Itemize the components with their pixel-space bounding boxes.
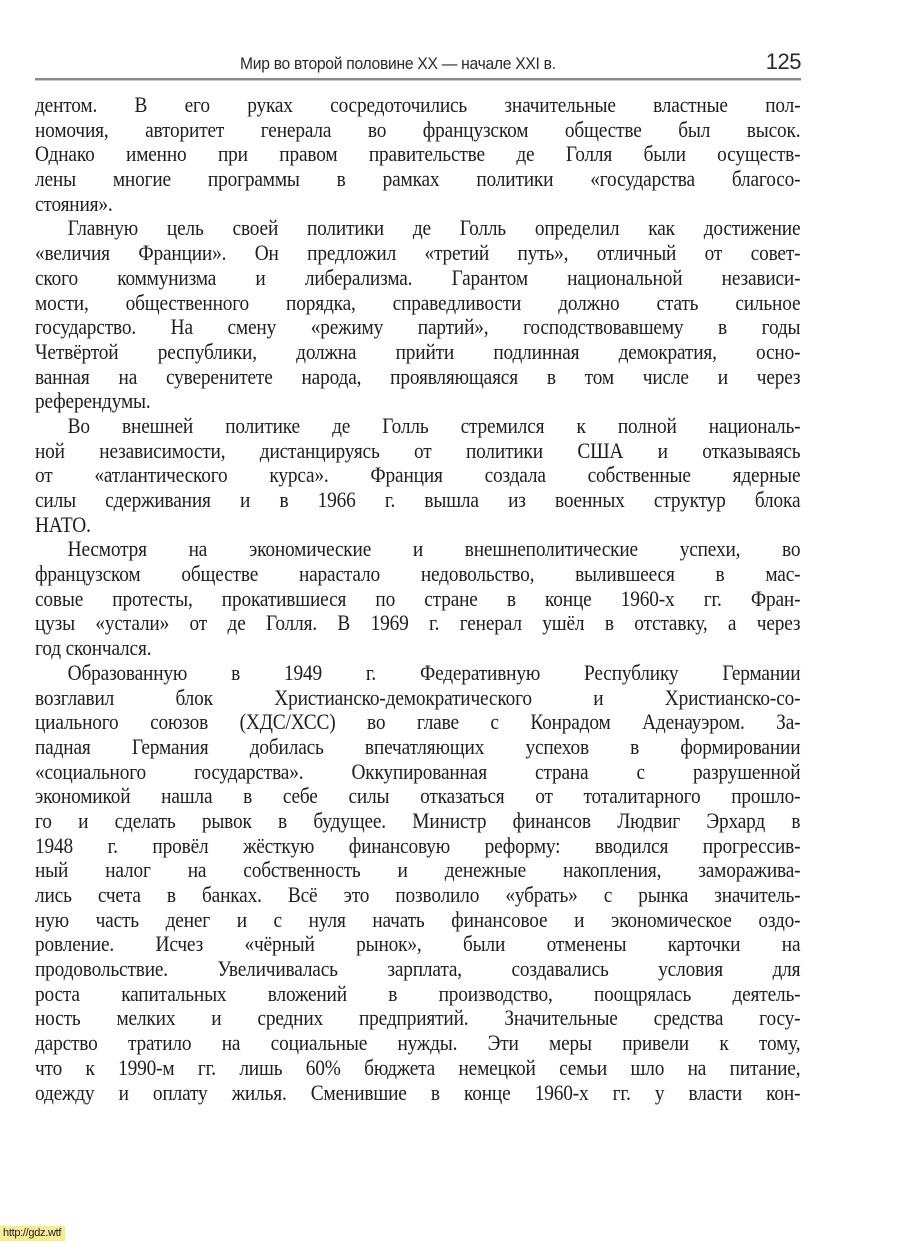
text-line: Во внешней политике де Голль стремился к полной националь- (67, 412, 801, 438)
text-line: номочия, авторитет генерала во французском обществе был высок. (35, 116, 801, 142)
running-header (35, 48, 801, 78)
text-line: лись счета в банках. Всё это позволило «убрать» с рынка значитель- (35, 882, 801, 907)
text-line: от «атлантического курса». Франция создала собственные ядерные (35, 462, 801, 488)
text-line: силы сдерживания и в 1966 г. вышла из военных структур блока (35, 487, 801, 512)
running-title: Мир во второй половине XX — начале XXI в. (240, 54, 556, 73)
text-line: совые протесты, прокатившиеся по стране в конце 1960-х гг. Фран- (35, 585, 801, 611)
text-line: дарство тратило на социальные нужды. Эти меры привели к тому, (35, 1030, 801, 1056)
text-line: Образованную в 1949 г. Федеративную Республику Германии (67, 659, 801, 685)
text-line: государство. На смену «режиму партий», господствовавшему в годы (35, 314, 801, 340)
paragraph (35, 537, 801, 660)
text-line: что к 1990-м гг. лишь 60% бюджета немецкой семьи шло на питание, (35, 1054, 801, 1080)
text-line: ный налог на собственность и денежные накопления, заморажива- (35, 857, 801, 883)
text-line: ной независимости, дистанцируясь от политики США и отказываясь (35, 437, 801, 463)
text-line: «социального государства». Оккупированная страна с разрушенной (35, 758, 801, 784)
text-line: «величия Франции». Он предложил «третий путь», отличный от совет- (35, 240, 801, 266)
text-line: стояния». (35, 190, 113, 216)
paragraph (35, 93, 801, 216)
text-line: дентом. В его руках сосредоточились значительные властные пол- (35, 92, 801, 117)
text-line: экономикой нашла в себе силы отказаться от тоталитарного прошло- (35, 783, 801, 809)
text-line: одежду и оплату жилья. Сменившие в конце 1960-х гг. у власти кон- (35, 1079, 801, 1105)
text-line: мости, общественного порядка, справедливости должно стать сильное (35, 289, 801, 315)
paragraph (35, 414, 801, 537)
text-line: ванная на суверенитете народа, проявляющаяся в том числе и через (35, 363, 801, 389)
body-text (35, 93, 801, 1105)
text-line: ную часть денег и с нуля начать финансовое и экономическое оздо- (35, 906, 801, 932)
text-line: Однако именно при правом правительстве де Голля были осуществ- (35, 141, 801, 167)
header-rule (35, 78, 801, 81)
text-line: падная Германия добилась впечатляющих успехов в формировании (35, 733, 801, 759)
text-line: французском обществе нарастало недовольство, вылившееся в мас- (35, 561, 801, 587)
text-line: продовольствие. Увеличивалась зарплата, создавались условия для (35, 956, 801, 982)
text-line: год скончался. (35, 635, 152, 661)
text-line: лены многие программы в рамках политики «государства благосо- (35, 166, 801, 192)
text-line: ность мелких и средних предприятий. Значительные средства госу- (35, 1005, 801, 1031)
paragraph (35, 216, 801, 414)
text-line: Четвёртой республики, должна прийти подлинная демократия, осно- (35, 338, 801, 364)
text-line: го и сделать рывок в будущее. Министр финансов Людвиг Эрхард в (35, 807, 801, 833)
text-line: Главную цель своей политики де Голль определил как достижение (67, 215, 801, 241)
text-line: цузы «устали» от де Голля. В 1969 г. генерал ушёл в отставку, а через (35, 610, 801, 636)
text-line: возглавил блок Христианско-демократического и Христианско-со- (35, 684, 801, 710)
text-line: циального союзов (ХДС/ХСС) во главе с Конрадом Аденауэром. За- (35, 709, 801, 735)
text-line: референдумы. (35, 388, 151, 414)
text-line: Несмотря на экономические и внешнеполитические успехи, во (67, 536, 801, 562)
text-line: НАТО. (35, 511, 91, 537)
text-line: 1948 г. провёл жёсткую финансовую реформу: вводился прогрессив- (35, 832, 801, 858)
watermark-link[interactable]: http://gdz.wtf (0, 1226, 65, 1241)
text-line: ровление. Исчез «чёрный рынок», были отменены карточки на (35, 931, 801, 957)
text-line: ского коммунизма и либерализма. Гарантом национальной независи- (35, 264, 801, 290)
paragraph (35, 661, 801, 1105)
page-number: 125 (765, 49, 801, 74)
text-line: роста капитальных вложений в производство, поощрялась деятель- (35, 980, 801, 1006)
